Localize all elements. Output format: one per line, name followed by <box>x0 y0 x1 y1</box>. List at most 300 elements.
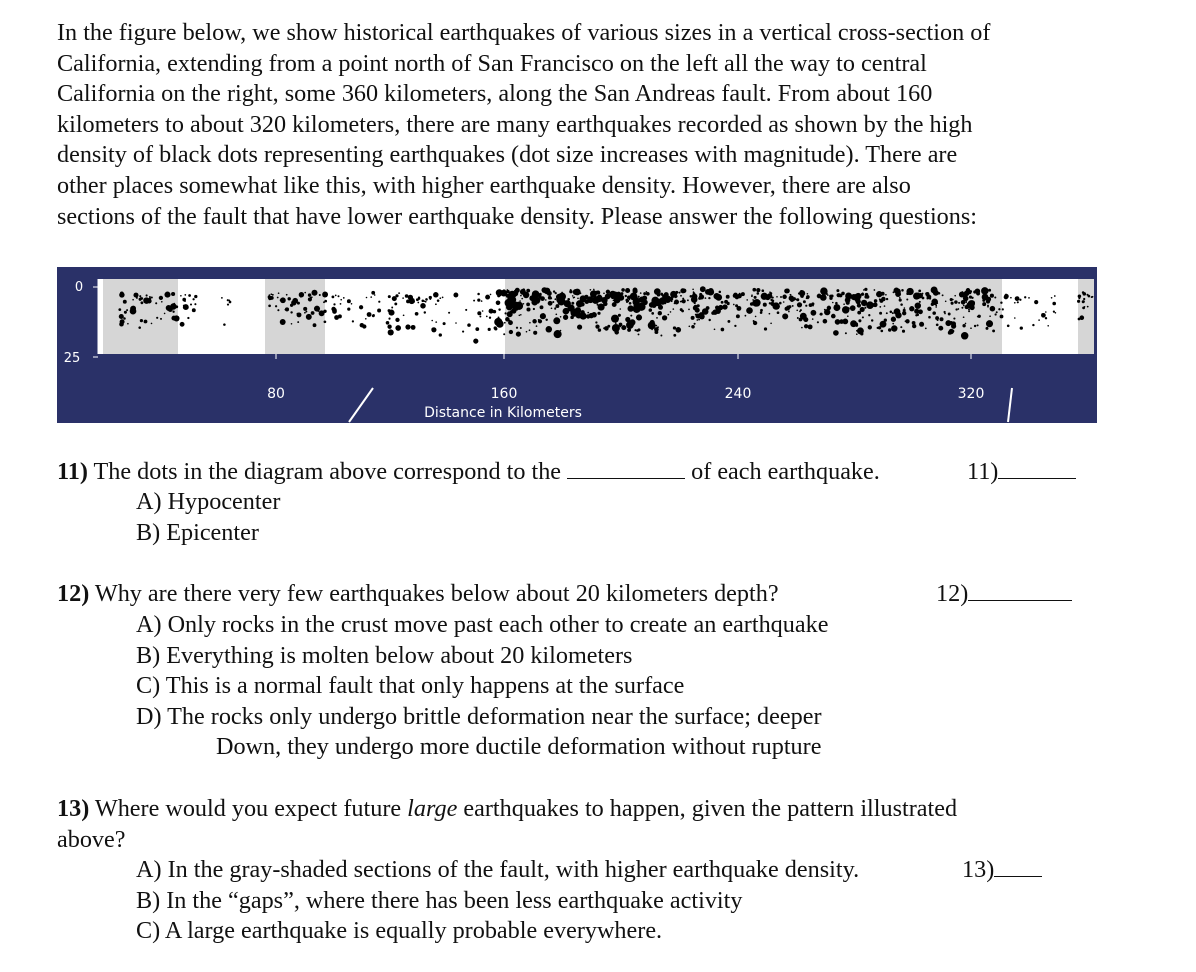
earthquake-dot <box>824 309 826 311</box>
earthquake-dot <box>333 303 335 305</box>
earthquake-dot <box>687 299 689 301</box>
earthquake-dot <box>290 304 293 307</box>
earthquake-dot <box>167 292 170 295</box>
earthquake-dot <box>925 292 927 294</box>
earthquake-dot <box>638 333 640 335</box>
earthquake-dot <box>596 291 599 294</box>
earthquake-dot <box>290 311 292 313</box>
earthquake-dot <box>901 289 904 292</box>
earthquake-dot <box>377 309 381 313</box>
intro-line: In the figure below, we show historical earthquakes of various sizes in a vertical cross-section of <box>57 19 991 46</box>
earthquake-dot <box>851 294 857 300</box>
x-axis-label: Distance in Kilometers <box>424 405 582 421</box>
earthquake-dot <box>563 315 568 320</box>
earthquake-dot <box>606 290 610 294</box>
earthquake-dot <box>175 305 178 308</box>
earthquake-dot <box>554 298 556 300</box>
earthquake-dot <box>825 297 827 299</box>
earthquake-dot <box>612 324 620 332</box>
earthquake-dot <box>1077 300 1080 303</box>
earthquake-dot <box>371 291 375 295</box>
earthquake-dot <box>338 295 340 297</box>
earthquake-dot <box>925 327 927 329</box>
earthquake-dot <box>1055 312 1057 314</box>
earthquake-dot <box>885 294 887 296</box>
earthquake-dot <box>366 297 368 299</box>
earthquake-dot <box>521 298 523 300</box>
earthquake-dot <box>780 296 782 298</box>
answer-line-13[interactable] <box>962 855 1042 886</box>
earthquake-dot <box>856 333 858 335</box>
earthquake-dot <box>811 310 817 316</box>
earthquake-dot <box>548 301 553 306</box>
earthquake-dot <box>522 288 525 291</box>
earthquake-dot <box>850 320 857 327</box>
earthquake-dot <box>973 290 976 293</box>
earthquake-cross-section-figure <box>57 267 1097 423</box>
earthquake-dot <box>554 307 556 309</box>
earthquake-dot <box>291 323 293 325</box>
earthquake-dot <box>627 328 631 332</box>
earthquake-dot <box>667 314 669 316</box>
earthquake-dot <box>961 332 968 339</box>
earthquake-dot <box>269 299 271 301</box>
earthquake-dot <box>285 307 289 311</box>
earthquake-dot <box>754 296 757 299</box>
earthquake-dot <box>223 323 226 326</box>
earthquake-dot <box>144 321 146 323</box>
earthquake-dot <box>688 309 690 311</box>
earthquake-dot <box>558 321 560 323</box>
earthquake-dot <box>919 322 924 327</box>
intro-line: density of black dots representing earthquakes (dot size increases with magnitude). There are <box>57 141 958 169</box>
option-a: A) In the gray-shaded sections of the fault, with higher earthquake density. <box>136 856 860 883</box>
earthquake-dot <box>625 288 630 293</box>
earthquake-dot <box>192 308 196 312</box>
earthquake-dot <box>551 307 553 309</box>
earthquake-dot <box>746 299 748 301</box>
x-tick-label: 240 <box>724 386 752 402</box>
earthquake-dot <box>576 291 578 293</box>
earthquake-dot <box>462 331 464 333</box>
earthquake-dot <box>395 319 397 321</box>
option-d: D) The rocks only undergo brittle deformation near the surface; deeper <box>136 703 822 730</box>
question-number: 13) <box>57 795 90 822</box>
earthquake-dot <box>969 305 974 310</box>
earthquake-dot <box>123 317 126 320</box>
earthquake-dot <box>673 334 676 337</box>
earthquake-dot <box>783 301 785 303</box>
earthquake-dot <box>954 300 957 303</box>
earthquake-dot <box>654 330 658 334</box>
earthquake-dot <box>760 309 763 312</box>
earthquake-dot <box>935 303 937 305</box>
earthquake-dot <box>304 312 306 314</box>
earthquake-dot <box>560 330 562 332</box>
question-text: Where would you expect future <box>89 795 408 822</box>
earthquake-dot <box>439 297 441 299</box>
earthquake-dot <box>571 302 574 305</box>
earthquake-dot <box>365 318 367 320</box>
answer-line-12[interactable] <box>936 579 1072 610</box>
earthquake-dot <box>323 310 326 313</box>
earthquake-dot <box>845 332 847 334</box>
earthquake-dot <box>509 313 511 315</box>
earthquake-dot <box>1091 296 1093 298</box>
earthquake-dot <box>546 326 553 333</box>
earthquake-dot <box>996 311 998 313</box>
earthquake-dot <box>988 289 991 292</box>
earthquake-dot <box>435 303 437 305</box>
earthquake-dot <box>498 308 500 310</box>
earthquake-dot <box>1032 324 1034 326</box>
answer-blank[interactable] <box>994 856 1042 877</box>
earthquake-dot <box>992 329 995 332</box>
earthquake-dot <box>367 312 372 317</box>
earthquake-dot <box>221 297 223 299</box>
earthquake-dot <box>761 289 764 292</box>
earthquake-dot <box>590 291 597 298</box>
answer-blank[interactable] <box>998 458 1076 479</box>
earthquake-dot <box>831 314 836 319</box>
earthquake-dot <box>846 299 849 302</box>
earthquake-dot <box>801 327 803 329</box>
earthquake-dot <box>940 317 944 321</box>
earthquake-dot <box>660 293 663 296</box>
earthquake-dot <box>662 315 667 320</box>
earthquake-dot <box>646 291 648 293</box>
earthquake-dot <box>1002 308 1004 310</box>
earthquake-dot <box>532 319 536 323</box>
earthquake-dot <box>788 311 790 313</box>
earthquake-dot <box>402 297 404 299</box>
earthquake-dot <box>439 333 442 336</box>
earthquake-dot <box>611 315 619 323</box>
earthquake-dot <box>805 305 807 307</box>
earthquake-dot <box>555 292 557 294</box>
earthquake-dot <box>678 292 680 294</box>
earthquake-dot <box>613 299 615 301</box>
earthquake-dot <box>631 307 633 309</box>
earthquake-dot <box>806 295 810 299</box>
earthquake-dot <box>1019 299 1021 301</box>
earthquake-dot <box>138 326 141 329</box>
earthquake-dot <box>537 301 539 303</box>
earthquake-dot <box>278 292 280 294</box>
earthquake-dot <box>913 326 915 328</box>
earthquake-dot <box>968 308 970 310</box>
earthquake-dot <box>453 293 458 298</box>
earthquake-dot <box>424 311 426 313</box>
earthquake-dot <box>936 302 938 304</box>
earthquake-dot <box>513 308 516 311</box>
earthquake-dot <box>706 306 710 310</box>
earthquake-dot <box>891 325 897 331</box>
y-tick-label: 0 <box>74 280 84 295</box>
earthquake-dot <box>785 307 789 311</box>
earthquake-dot <box>314 306 320 312</box>
earthquake-dot <box>958 308 960 310</box>
earthquake-dot <box>584 295 588 299</box>
earthquake-dot <box>340 299 342 301</box>
earthquake-dot <box>966 298 968 300</box>
earthquake-dot <box>755 316 757 318</box>
earthquake-dot <box>681 310 684 313</box>
earthquake-dot <box>626 301 628 303</box>
earthquake-dot <box>965 305 969 309</box>
earthquake-dot <box>455 322 457 324</box>
earthquake-dot <box>391 307 393 309</box>
earthquake-dot <box>552 301 554 303</box>
earthquake-dot <box>1015 296 1020 301</box>
earthquake-dot <box>324 320 327 323</box>
earthquake-dot <box>425 301 427 303</box>
earthquake-dot <box>858 319 861 322</box>
earthquake-dot <box>127 323 129 325</box>
earthquake-dot <box>915 302 921 308</box>
earthquake-dot <box>711 311 714 314</box>
earthquake-dot <box>643 300 645 302</box>
earthquake-dot <box>1078 318 1081 321</box>
earthquake-dot <box>1053 311 1055 313</box>
earthquake-dot <box>693 305 697 309</box>
earthquake-dot <box>577 297 579 299</box>
earthquake-dot <box>1014 302 1016 304</box>
earthquake-dot <box>504 322 506 324</box>
earthquake-dot <box>304 292 306 294</box>
earthquake-dot <box>118 308 121 311</box>
earthquake-dot <box>691 325 695 329</box>
earthquake-dot <box>151 323 153 325</box>
earthquake-dot <box>790 294 792 296</box>
earthquake-dot <box>990 306 996 312</box>
question-number: 12) <box>57 580 90 607</box>
earthquake-dot <box>777 311 780 314</box>
earthquake-dot <box>674 300 679 305</box>
option-d-continued: Down, they undergo more ductile deformation without rupture <box>216 733 822 760</box>
earthquake-dot <box>482 310 484 312</box>
earthquake-dot <box>1017 301 1019 303</box>
question-text-italic: large <box>407 795 458 822</box>
earthquake-dot <box>184 294 186 296</box>
earthquake-dot <box>580 292 582 294</box>
earthquake-dot <box>715 294 722 301</box>
earthquake-dot <box>958 302 960 304</box>
earthquake-dot <box>555 304 559 308</box>
earthquake-dot <box>719 291 722 294</box>
earthquake-dot <box>950 298 953 301</box>
earthquake-dot <box>927 307 931 311</box>
earthquake-dot <box>982 294 989 301</box>
earthquake-dot <box>700 286 706 292</box>
earthquake-dot <box>833 304 840 311</box>
earthquake-dot <box>705 297 707 299</box>
earthquake-dot <box>573 296 575 298</box>
option-c: C) A large earthquake is equally probable everywhere. <box>136 917 663 944</box>
earthquake-dot <box>140 297 143 300</box>
earthquake-dot <box>1084 306 1086 308</box>
earthquake-dot <box>625 295 627 297</box>
earthquake-dot <box>695 314 697 316</box>
earthquake-dot <box>1047 325 1049 327</box>
earthquake-dot <box>915 314 917 316</box>
fill-in-blank[interactable] <box>567 458 685 479</box>
earthquake-dot <box>807 293 809 295</box>
question-13 <box>57 794 1117 855</box>
earthquake-dot <box>886 312 888 314</box>
earthquake-dot <box>1005 294 1007 296</box>
earthquake-dot <box>699 294 704 299</box>
earthquake-dot <box>1045 311 1047 313</box>
earthquake-dot <box>998 308 1000 310</box>
earthquake-dot <box>305 311 307 313</box>
earthquake-dot <box>977 316 979 318</box>
answer-line-11[interactable] <box>967 457 1076 488</box>
earthquake-dot <box>601 297 608 304</box>
earthquake-dot <box>866 301 874 309</box>
earthquake-dot <box>868 314 870 316</box>
earthquake-dot <box>1086 294 1088 296</box>
earthquake-dot <box>395 325 401 331</box>
earthquake-dot <box>857 303 861 307</box>
earthquake-dot <box>443 322 446 325</box>
earthquake-dot <box>822 293 824 295</box>
earthquake-dot <box>509 306 511 308</box>
earthquake-dot <box>945 301 947 303</box>
earthquake-dot <box>437 299 440 302</box>
earthquake-dot <box>481 300 483 302</box>
earthquake-dot <box>656 317 658 319</box>
earthquake-dot <box>970 327 972 329</box>
x-tick-label: 80 <box>267 386 285 402</box>
earthquake-dot <box>590 289 592 291</box>
earthquake-dot <box>987 306 989 308</box>
earthquake-dot <box>493 310 497 314</box>
earthquake-dot <box>560 316 562 318</box>
earthquake-dot <box>1038 319 1040 321</box>
earthquake-dot <box>673 308 675 310</box>
earthquake-dot <box>388 310 394 316</box>
earthquake-dot <box>892 323 894 325</box>
gray-band <box>103 279 178 354</box>
earthquake-dot <box>620 308 622 310</box>
earthquake-dot <box>670 291 677 298</box>
earthquake-dot <box>538 319 542 323</box>
earthquake-dot <box>722 304 727 309</box>
earthquake-dot <box>499 295 501 297</box>
earthquake-dot <box>595 324 599 328</box>
earthquake-dot <box>1010 297 1012 299</box>
earthquake-dot <box>629 319 635 325</box>
earthquake-dot <box>618 314 621 317</box>
earthquake-dot <box>953 318 955 320</box>
earthquake-dot <box>374 294 376 296</box>
earthquake-dot <box>670 311 672 313</box>
earthquake-dot <box>277 297 279 299</box>
earthquake-dot <box>1078 295 1082 299</box>
earthquake-dot <box>899 297 901 299</box>
earthquake-dot <box>823 319 828 324</box>
earthquake-dot <box>699 312 704 317</box>
earthquake-dot <box>155 302 157 304</box>
earthquake-dot <box>900 326 902 328</box>
earthquake-dot <box>890 311 893 314</box>
earthquake-dot <box>895 312 901 318</box>
earthquake-dot <box>688 325 690 327</box>
earthquake-dot <box>963 316 965 318</box>
earthquake-dot <box>944 313 946 315</box>
earthquake-dot <box>726 295 730 299</box>
earthquake-dot <box>680 295 682 297</box>
earthquake-dot <box>639 299 642 302</box>
earthquake-dot <box>529 329 531 331</box>
earthquake-dot <box>802 296 804 298</box>
earthquake-dot <box>429 298 431 300</box>
earthquake-dot <box>181 324 183 326</box>
earthquake-dot <box>548 296 552 300</box>
earthquake-dot <box>572 295 574 297</box>
earthquake-dot <box>275 305 277 307</box>
earthquake-dot <box>1000 315 1004 319</box>
earthquake-dot <box>332 296 335 299</box>
earthquake-dot <box>985 288 987 290</box>
earthquake-dot <box>935 306 937 308</box>
earthquake-dot <box>788 309 790 311</box>
answer-blank[interactable] <box>968 580 1072 601</box>
earthquake-dot <box>489 317 491 319</box>
earthquake-dot <box>788 305 791 308</box>
earthquake-dot <box>693 316 695 318</box>
earthquake-dot <box>965 323 967 325</box>
earthquake-dot <box>827 306 831 310</box>
question-text: The dots in the diagram above correspond to the <box>87 458 568 485</box>
earthquake-dot <box>812 318 814 320</box>
question-11 <box>57 457 1087 488</box>
earthquake-dot <box>526 331 528 333</box>
earthquake-dot <box>1082 300 1085 303</box>
cross-section-svg <box>57 267 1097 423</box>
earthquake-dot <box>311 290 317 296</box>
earthquake-dot <box>986 320 993 327</box>
earthquake-dot <box>311 311 315 315</box>
earthquake-dot <box>595 321 597 323</box>
earthquake-dot <box>868 325 872 329</box>
earthquake-dot <box>733 294 737 298</box>
earthquake-dot <box>705 289 711 295</box>
earthquake-dot <box>473 339 478 344</box>
earthquake-dot <box>888 328 891 331</box>
earthquake-dot <box>403 314 405 316</box>
earthquake-dot <box>488 328 491 331</box>
earthquake-dot <box>829 295 832 298</box>
earthquake-dot <box>733 304 735 306</box>
earthquake-dot <box>922 297 925 300</box>
earthquake-dot <box>871 319 873 321</box>
earthquake-dot <box>926 298 928 300</box>
earthquake-dot <box>581 296 583 298</box>
earthquake-dot <box>347 299 351 303</box>
earthquake-dot <box>119 292 124 297</box>
question-text: earthquakes to happen, given the pattern illustrated <box>457 795 958 822</box>
slash-mark <box>349 388 373 422</box>
earthquake-dot <box>1045 317 1047 319</box>
earthquake-dot <box>126 309 128 311</box>
earthquake-dot <box>833 330 839 336</box>
earthquake-dot <box>584 299 589 304</box>
earthquake-dot <box>192 298 194 300</box>
earthquake-dot <box>719 308 721 310</box>
earthquake-dot <box>268 304 271 307</box>
